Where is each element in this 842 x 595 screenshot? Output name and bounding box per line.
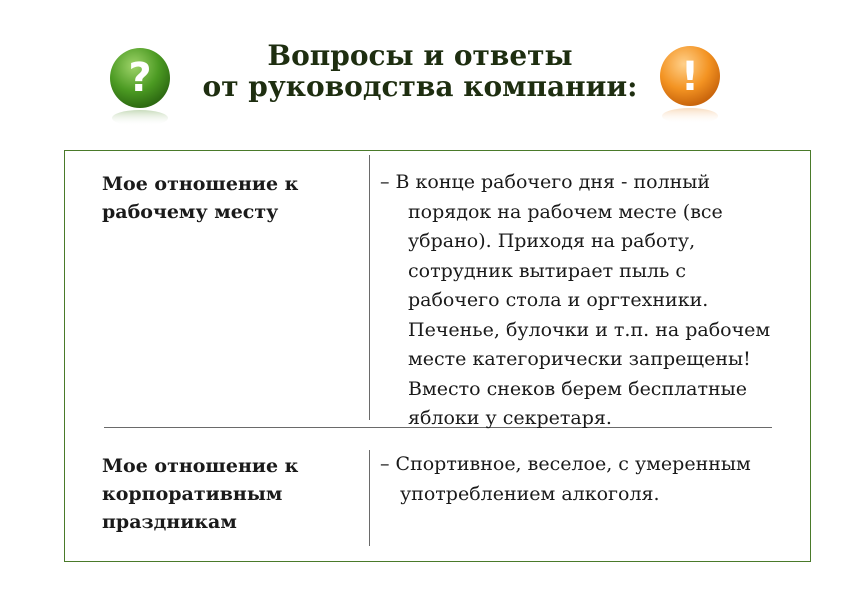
- column-divider-row-1: [369, 155, 370, 420]
- title-line-1: Вопросы и ответы: [267, 39, 573, 72]
- slide-header: [0, 0, 842, 140]
- answer-line: яблоки у секретаря.: [408, 407, 612, 429]
- answer-line: Вместо снеков берем бесплатные: [408, 377, 748, 400]
- answer-corporate-holidays: [380, 450, 810, 509]
- svg-text:?: ?: [128, 55, 152, 101]
- answer-line: месте категорически запрещены!: [408, 348, 751, 370]
- answer-line: употреблением алкоголя.: [400, 482, 660, 505]
- question-mark-icon: [100, 40, 180, 130]
- answer-line: рабочего стола и оргтехники.: [408, 289, 709, 311]
- column-divider-row-2: [369, 450, 370, 546]
- answer-line: – Спортивное, веселое, с умеренным: [380, 453, 751, 475]
- question-line: праздникам: [102, 511, 237, 533]
- page-title: [180, 40, 660, 102]
- answer-line: убрано). Приходя на работу,: [408, 230, 696, 252]
- answer-line: – В конце рабочего дня - полный: [380, 171, 711, 193]
- question-workplace: [102, 170, 362, 226]
- question-line: рабочему месту: [102, 201, 279, 223]
- question-line: корпоративным: [102, 483, 283, 505]
- exclamation-mark-icon: [650, 40, 730, 130]
- svg-text:!: !: [680, 54, 700, 100]
- answer-line: порядок на рабочем месте (все: [408, 200, 723, 223]
- title-line-2: от руководства компании:: [202, 70, 638, 103]
- answer-workplace: [380, 168, 810, 434]
- question-line: Мое отношение к: [102, 173, 299, 195]
- question-line: Мое отношение к: [102, 455, 299, 477]
- question-corporate-holidays: [102, 452, 362, 536]
- answer-line: сотрудник вытирает пыль с: [408, 259, 687, 282]
- answer-line: Печенье, булочки и т.п. на рабочем: [408, 318, 771, 341]
